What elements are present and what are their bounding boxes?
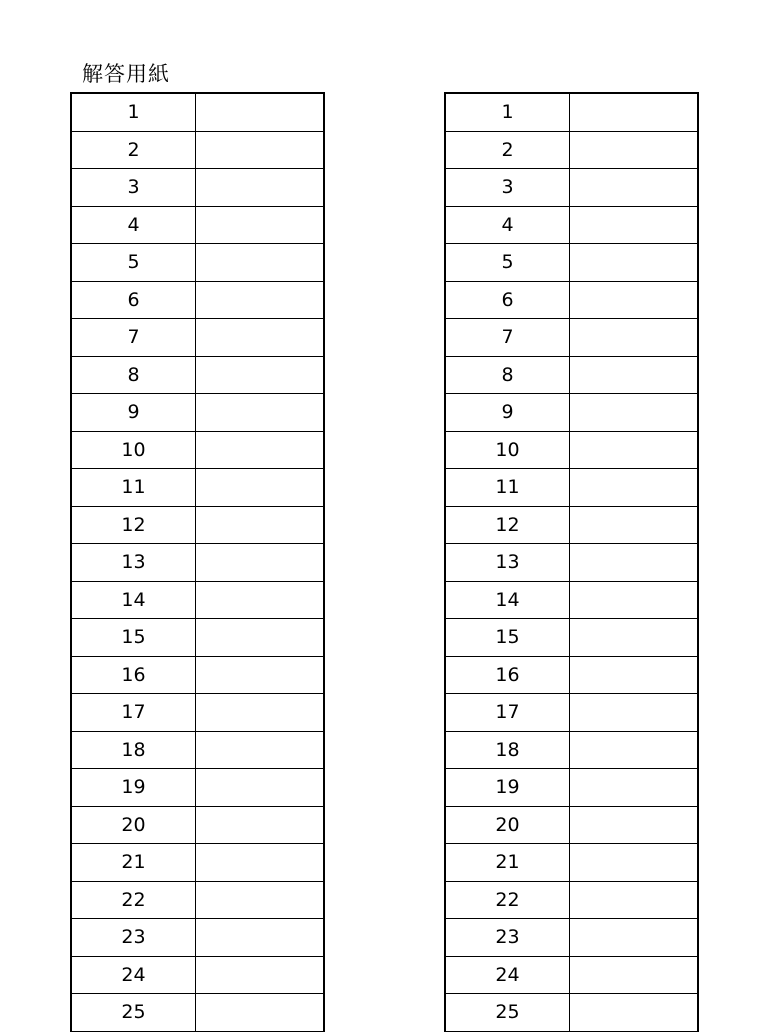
table-row: [72, 657, 323, 695]
question-number: 3: [72, 169, 196, 206]
question-number: 8: [72, 357, 196, 394]
table-row: [446, 169, 697, 207]
question-number: 14: [72, 582, 196, 619]
question-number: 9: [446, 394, 570, 431]
answer-cell[interactable]: [196, 207, 323, 244]
table-row: [72, 469, 323, 507]
answer-cell[interactable]: [570, 619, 697, 656]
question-number: 1: [72, 94, 196, 131]
question-number: 6: [446, 282, 570, 319]
question-number: 21: [72, 844, 196, 881]
table-row: [446, 394, 697, 432]
answer-cell[interactable]: [196, 994, 323, 1031]
table-row: [446, 94, 697, 132]
table-row: [446, 319, 697, 357]
answer-cell[interactable]: [196, 94, 323, 131]
answer-cell[interactable]: [570, 207, 697, 244]
table-row: [72, 694, 323, 732]
question-number: 14: [446, 582, 570, 619]
table-row: [72, 994, 323, 1032]
answer-cell[interactable]: [570, 882, 697, 919]
table-row: [72, 957, 323, 995]
question-number: 5: [72, 244, 196, 281]
question-number: 13: [446, 544, 570, 581]
table-row: [72, 94, 323, 132]
answer-cell[interactable]: [196, 619, 323, 656]
table-row: [72, 394, 323, 432]
table-row: [446, 694, 697, 732]
question-number: 17: [72, 694, 196, 731]
table-row: [446, 844, 697, 882]
answer-cell[interactable]: [570, 169, 697, 206]
answer-cell[interactable]: [196, 132, 323, 169]
answer-cell[interactable]: [196, 957, 323, 994]
question-number: 25: [72, 994, 196, 1031]
answer-cell[interactable]: [196, 357, 323, 394]
question-number: 10: [446, 432, 570, 469]
question-number: 1: [446, 94, 570, 131]
answer-cell[interactable]: [196, 732, 323, 769]
answer-cell[interactable]: [570, 769, 697, 806]
question-number: 19: [72, 769, 196, 806]
answer-cell[interactable]: [570, 694, 697, 731]
table-row: [446, 957, 697, 995]
table-row: [446, 507, 697, 545]
table-row: [72, 282, 323, 320]
answer-cell[interactable]: [196, 282, 323, 319]
question-number: 2: [446, 132, 570, 169]
table-row: [446, 882, 697, 920]
answer-table-right: [444, 92, 699, 1032]
table-row: [446, 769, 697, 807]
answer-cell[interactable]: [570, 994, 697, 1031]
question-number: 20: [72, 807, 196, 844]
table-row: [72, 169, 323, 207]
table-row: [72, 132, 323, 170]
question-number: 3: [446, 169, 570, 206]
answer-table-left: [70, 92, 325, 1032]
answer-cell[interactable]: [570, 919, 697, 956]
answer-cell[interactable]: [570, 732, 697, 769]
question-number: 7: [446, 319, 570, 356]
table-row: [446, 432, 697, 470]
question-number: 16: [446, 657, 570, 694]
table-row: [72, 432, 323, 470]
table-row: [446, 357, 697, 395]
table-row: [446, 244, 697, 282]
answer-cell[interactable]: [196, 769, 323, 806]
answer-cell[interactable]: [570, 94, 697, 131]
table-row: [72, 507, 323, 545]
table-row: [72, 882, 323, 920]
question-number: 23: [72, 919, 196, 956]
question-number: 4: [72, 207, 196, 244]
table-row: [72, 357, 323, 395]
question-number: 6: [72, 282, 196, 319]
table-row: [72, 207, 323, 245]
answer-cell[interactable]: [570, 244, 697, 281]
table-row: [446, 807, 697, 845]
answer-cell[interactable]: [196, 319, 323, 356]
table-row: [446, 582, 697, 620]
answer-cell[interactable]: [570, 507, 697, 544]
question-number: 25: [446, 994, 570, 1031]
answer-cell[interactable]: [196, 432, 323, 469]
question-number: 21: [446, 844, 570, 881]
answer-cell[interactable]: [570, 582, 697, 619]
question-number: 2: [72, 132, 196, 169]
answer-cell[interactable]: [570, 844, 697, 881]
table-row: [72, 732, 323, 770]
answer-cell[interactable]: [196, 844, 323, 881]
answer-cell[interactable]: [196, 694, 323, 731]
question-number: 8: [446, 357, 570, 394]
question-number: 17: [446, 694, 570, 731]
question-number: 9: [72, 394, 196, 431]
answer-cell[interactable]: [570, 957, 697, 994]
page-title: 解答用紙: [82, 62, 170, 86]
table-row: [72, 319, 323, 357]
answer-cell[interactable]: [196, 169, 323, 206]
table-row: [72, 769, 323, 807]
question-number: 20: [446, 807, 570, 844]
answer-cell[interactable]: [196, 657, 323, 694]
table-row: [446, 469, 697, 507]
question-number: 22: [446, 882, 570, 919]
answer-cell[interactable]: [196, 582, 323, 619]
answer-cell[interactable]: [570, 469, 697, 506]
answer-cell[interactable]: [196, 394, 323, 431]
question-number: 24: [72, 957, 196, 994]
table-row: [446, 619, 697, 657]
question-number: 18: [72, 732, 196, 769]
answer-cell[interactable]: [570, 544, 697, 581]
table-row: [446, 919, 697, 957]
answer-cell[interactable]: [570, 432, 697, 469]
answer-cell[interactable]: [196, 919, 323, 956]
answer-cell[interactable]: [196, 882, 323, 919]
table-row: [446, 657, 697, 695]
question-number: 23: [446, 919, 570, 956]
answer-cell[interactable]: [570, 657, 697, 694]
table-row: [446, 207, 697, 245]
question-number: 13: [72, 544, 196, 581]
question-number: 15: [446, 619, 570, 656]
table-row: [72, 582, 323, 620]
question-number: 16: [72, 657, 196, 694]
question-number: 15: [72, 619, 196, 656]
answer-cell[interactable]: [196, 469, 323, 506]
answer-cell[interactable]: [196, 544, 323, 581]
question-number: 12: [72, 507, 196, 544]
question-number: 12: [446, 507, 570, 544]
answer-cell[interactable]: [570, 319, 697, 356]
table-row: [446, 282, 697, 320]
question-number: 5: [446, 244, 570, 281]
table-row: [446, 132, 697, 170]
answer-cell[interactable]: [570, 132, 697, 169]
question-number: 19: [446, 769, 570, 806]
answer-cell[interactable]: [570, 394, 697, 431]
table-row: [72, 844, 323, 882]
table-row: [446, 994, 697, 1032]
answer-cell[interactable]: [570, 807, 697, 844]
table-row: [446, 544, 697, 582]
answer-cell[interactable]: [196, 807, 323, 844]
answer-cell[interactable]: [196, 244, 323, 281]
answer-cell[interactable]: [570, 282, 697, 319]
table-row: [72, 244, 323, 282]
question-number: 10: [72, 432, 196, 469]
table-row: [446, 732, 697, 770]
question-number: 11: [72, 469, 196, 506]
table-row: [72, 919, 323, 957]
table-row: [72, 619, 323, 657]
question-number: 24: [446, 957, 570, 994]
table-row: [72, 807, 323, 845]
answer-cell[interactable]: [196, 507, 323, 544]
table-row: [72, 544, 323, 582]
question-number: 11: [446, 469, 570, 506]
answer-cell[interactable]: [570, 357, 697, 394]
question-number: 22: [72, 882, 196, 919]
question-number: 18: [446, 732, 570, 769]
question-number: 7: [72, 319, 196, 356]
question-number: 4: [446, 207, 570, 244]
